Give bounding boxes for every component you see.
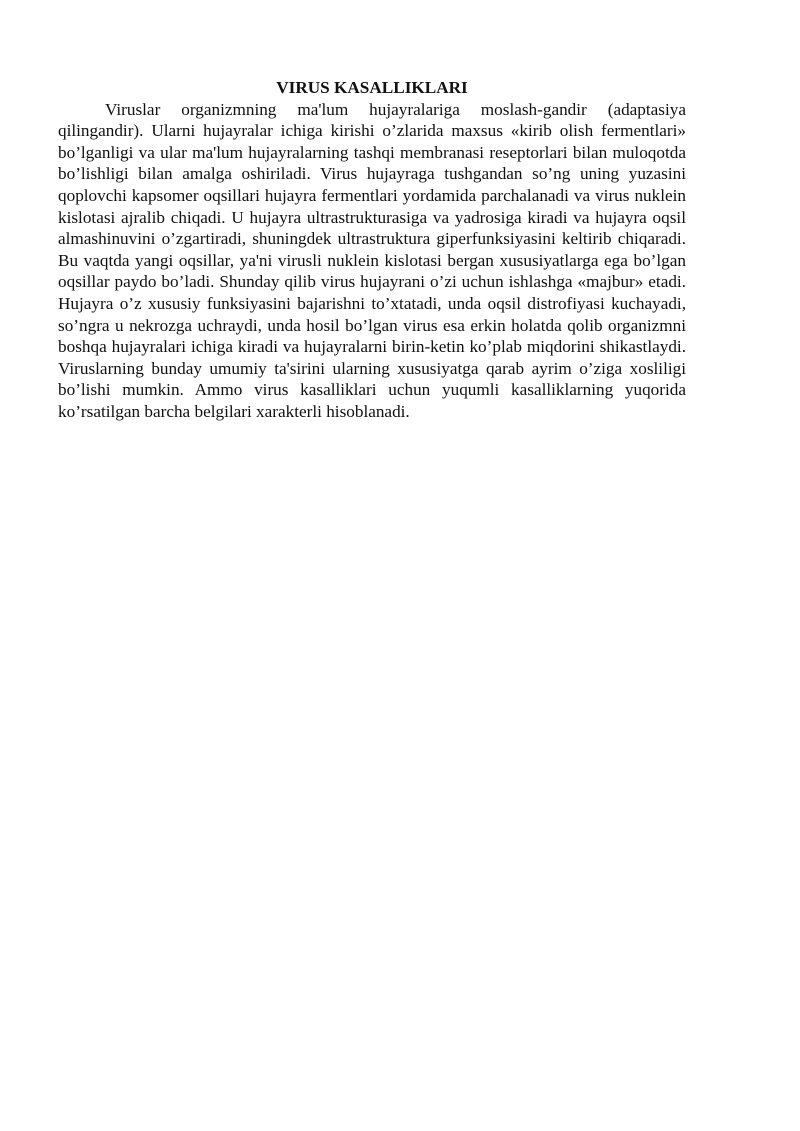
document-title: VIRUS KASALLIKLARI (276, 78, 468, 97)
body-paragraph: Viruslar organizmning ma'lum hujayralariga moslash-gandir (adaptasiya qilingandir). Ularni hujayralar ichiga kirishi o’zlarida maxsus «kirib olish fermentlari» bo’lganligi va ular ma'lum hujayralarning tashqi membranasi reseptorlari bilan muloqotda bo’lishligi bilan amalga oshiriladi. Virus hujayraga tushgandan so’ng uning yuzasini qoplovchi kapsomer oqsillari hujayra fermentlari yordamida parchalanadi va virus nuklein kislotasi ajralib chiqadi. U hujayra ultrastrukturasiga va yadrosiga kiradi va hujayra oqsil almashinuvini o’zgartiradi, shuningdek ultrastruktura giperfunksiyasini keltirib chiqaradi. Bu vaqtda yangi oqsillar, ya'ni virusli nuklein kislotasi bergan xususiyatlarga ega bo’lgan oqsillar paydo bo’ladi. Shunday qilib virus hujayrani o’zi uchun ishlashga «majbur» etadi. Hujayra o’z xususiy funksiyasini bajarishni to’xtatadi, unda oqsil distrofiyasi kuchayadi, so’ngra u nekrozga uchraydi, unda hosil bo’lgan virus esa erkin holatda qolib organizmni boshqa hujayralari ichiga kiradi va hujayralarni birin-ketin ko’plab miqdorini shikastlaydi. Viruslarning bunday umumiy ta'sirini ularning xususiyatga qarab ayrim o’ziga xosliligi bo’lishi mumkin. Ammo virus kasalliklari uchun yuqumli kasalliklarning yuqorida ko’rsatilgan barcha belgilari xarakterli hisoblanadi. (58, 99, 686, 421)
document-body (58, 77, 686, 423)
